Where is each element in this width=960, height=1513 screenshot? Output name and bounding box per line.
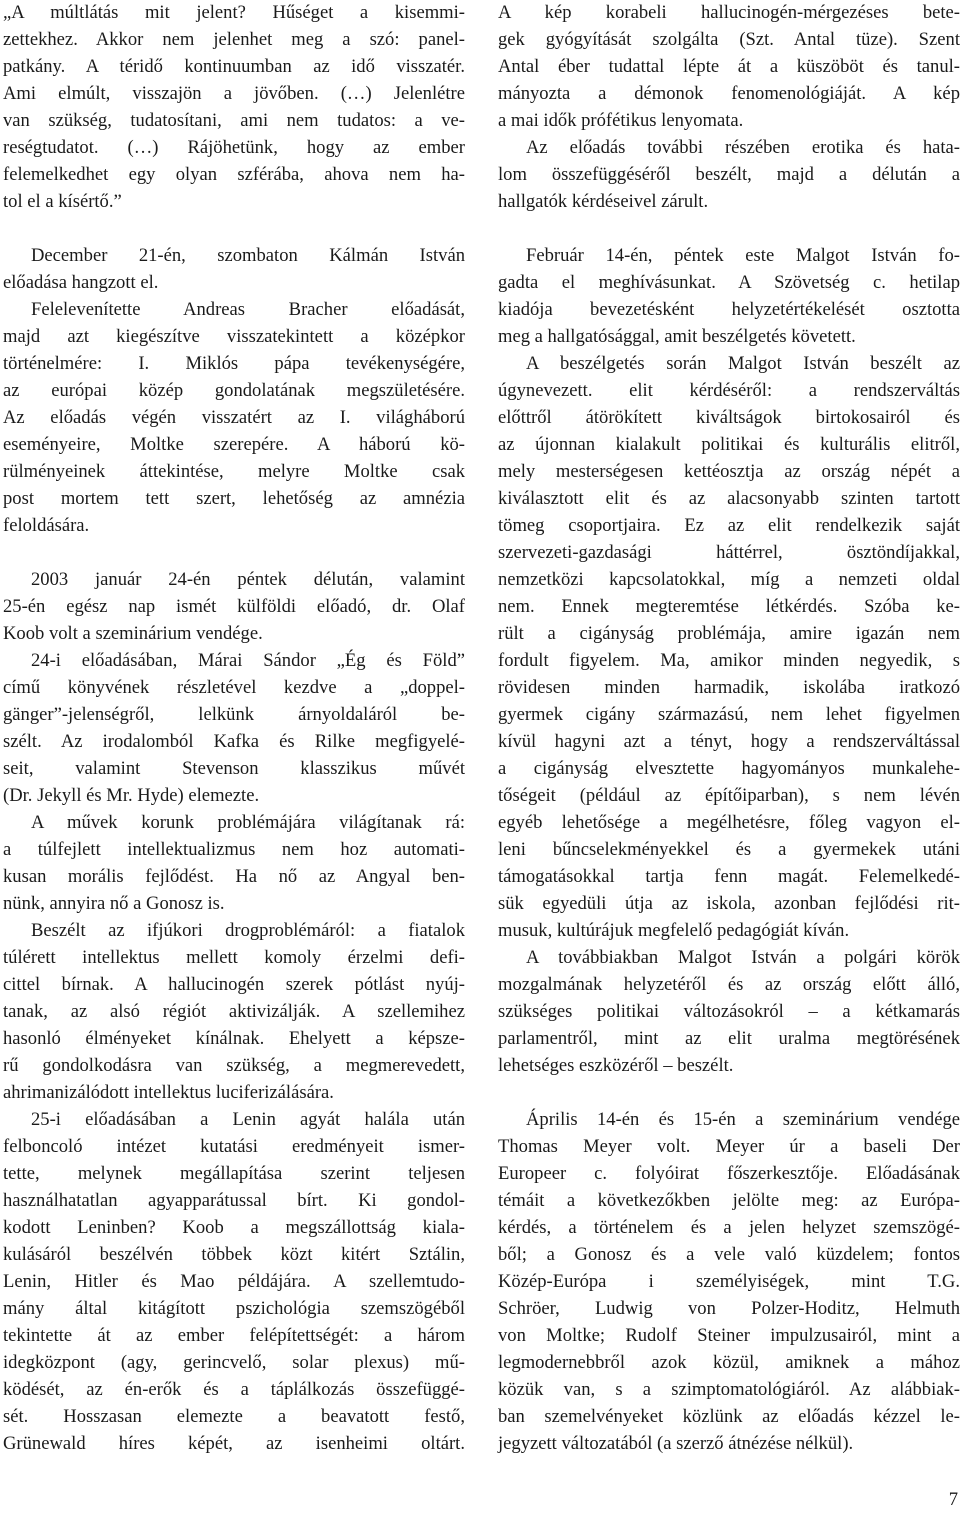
text-line: felemelkedhet egy olyan szférába, ahova nem ha- <box>3 164 465 185</box>
page-number: 7 <box>948 1489 958 1510</box>
text-line: nünk, annyira nő a Gonosz is. <box>3 893 225 914</box>
text-line: témáit a következőkben jelölte meg: az Európa- <box>498 1190 960 1211</box>
text-line: Thomas Meyer volt. Meyer úr a baseli Der <box>498 1136 960 1157</box>
text-line: Beszélt az ifjúkori drogproblémáról: a fiatalok <box>31 920 465 941</box>
text-line: gek gyógyítását szolgálta (Szt. Antal tüze). Szent <box>498 29 960 50</box>
text-line: A továbbiakban Malgot István a polgári körök <box>526 947 960 968</box>
text-line: zettekhez. Akkor nem jelenhet meg a szó: panel- <box>3 29 465 50</box>
text-line: használhatatlan agyapparátussal bírt. Ki gondol- <box>3 1190 465 1211</box>
text-line: kiadója bevezetésként helyzetértékelését osztotta <box>498 299 960 320</box>
text-line: sét. Hosszasan elemezte a beavatott festő, <box>3 1406 465 1427</box>
text-line: musuk, kultúrájuk megfelelő pedagógiát kíván. <box>498 920 850 941</box>
text-line: szélt. Az irodalomból Kafka és Rilke megfigyelé- <box>3 731 465 752</box>
text-line: A beszélgetés során Malgot István beszélt az <box>526 353 960 374</box>
text-line: a mai idők prófétikus lenyomata. <box>498 110 744 131</box>
text-line: Antal éber tudattal lépte át a küszöböt és tanul- <box>498 56 960 77</box>
text-line: szükséges politikai változásokról – a kétkamarás <box>498 1001 960 1022</box>
text-line: meg a hallgatósággal, amit beszélgetés követett. <box>498 326 856 347</box>
text-line: rövidesen minden harmadik, iskolába iratkozó <box>498 677 960 698</box>
text-line: idegközpont (agy, gerincvelő, solar plexus) mű- <box>3 1352 465 1373</box>
text-line: gadta el meghívásunkat. A Szövetség c. hetilap <box>498 272 960 293</box>
text-line: kívül hagyni azt a tényt, hogy a rendszerváltással <box>498 731 960 752</box>
text-line: reségtudatot. (…) Rájöhetünk, hogy az ember <box>3 137 465 158</box>
text-line: lehetséges eszközéről – beszélt. <box>498 1055 734 1076</box>
text-line: kodott Leninben? Koob a megszállottság kiala- <box>3 1217 465 1238</box>
text-line: ahrimanizálódott intellektus luciferizálására. <box>3 1082 334 1103</box>
text-line: Ami elmúlt, visszajön a jövőben. (…) Jelenlétre <box>3 83 465 104</box>
text-line: van szükség, tudatosítani, ami nem tudatos: a ve- <box>3 110 465 131</box>
text-line: ban szemelvényeket közlünk az előadás kézzel le- <box>498 1406 960 1427</box>
text-line: Közép-Európa i személyiségek, mint T.G. <box>498 1271 960 1292</box>
text-line: Április 14-én és 15-én a szeminárium vendége <box>526 1109 960 1130</box>
text-line: von Moltke; Rudolf Steiner impulzusairól, mint a <box>498 1325 960 1346</box>
text-line: eseményeire, Moltke szerepére. A háború kö- <box>3 434 465 455</box>
text-line: túlérett intellektus mellett komoly érzelmi defi- <box>3 947 465 968</box>
text-line: gänger”-jelenségről, lelkünk árnyoldaláról be- <box>3 704 465 725</box>
text-line: lom összefüggéséről beszélt, majd a délután a <box>498 164 960 185</box>
text-line: a cigányság elvesztette hagyományos munkalehe- <box>498 758 960 779</box>
text-line: előttről átörökített kiváltságok birtokosairól és <box>498 407 960 428</box>
text-line: előadása hangzott el. <box>3 272 159 293</box>
text-line: Lenin, Hitler és Mao példájára. A szellemtudo- <box>3 1271 465 1292</box>
text-line: tömeg csoportjaira. Ez az elit rendelkezik saját <box>498 515 960 536</box>
text-line: mozgalmának helyzetéről és az ország előtt álló, <box>498 974 960 995</box>
text-line: feloldására. <box>3 515 90 536</box>
text-line: úgynevezett. elit kérdéséről: a rendszerváltás <box>498 380 960 401</box>
text-line: A kép korabeli hallucinogén-mérgezéses bete- <box>498 2 960 23</box>
text-line: című könyvének részletével kezdve a „doppel- <box>3 677 465 698</box>
text-line: Schröer, Ludwig von Polzer-Hoditz, Helmuth <box>498 1298 960 1319</box>
text-line: Felelevenítette Andreas Bracher előadását, <box>31 299 465 320</box>
text-line: kérdés, a történelem és a jelen helyzet szemszögé- <box>498 1217 960 1238</box>
text-line: gyermek cigány származású, nem lehet figyelmen <box>498 704 960 725</box>
text-line: nem. Ennek megteremtése létkérdés. Szóba ke- <box>498 596 960 617</box>
text-line: az európai közép gondolatának megszületésére. <box>3 380 465 401</box>
text-line: történelmére: I. Miklós pápa tevékenységére, <box>3 353 465 374</box>
text-line: jegyzett változatából (a szerző átnézése nélkül). <box>498 1433 854 1454</box>
text-line: sük egyedüli útja az iskola, azonban fejlődési rit- <box>498 893 960 914</box>
text-line: fordult figyelem. Ma, amikor minden negyedik, s <box>498 650 960 671</box>
text-line: post mortem tett szert, lehetőség az amnézia <box>3 488 465 509</box>
text-line: az újonnan kialakult politikai és kulturális elitről, <box>498 434 960 455</box>
text-line: felboncoló intézet kutatási eredményeit ismer- <box>3 1136 465 1157</box>
text-line: 25-i előadásában a Lenin agyát halála után <box>31 1109 465 1130</box>
text-line: seit, valamint Stevenson klasszikus művét <box>3 758 465 779</box>
text-line: mány által kitágított pszichológia szemszögéből <box>3 1298 465 1319</box>
text-line: mányozta a démonok fenomenológiáját. A kép <box>498 83 960 104</box>
text-line: támogatásokkal tartja fenn magát. Felemelkedé- <box>498 866 960 887</box>
text-line: Az előadás további részében erotika és hata- <box>526 137 960 158</box>
text-line: ből; a Gonosz és a vele való küzdelem; fontos <box>498 1244 960 1265</box>
text-line: cittel bírnak. A hallucinogén szerek pótlást nyúj- <box>3 974 465 995</box>
text-line: Február 14-én, péntek este Malgot István fo- <box>526 245 960 266</box>
text-line: 24-i előadásában, Márai Sándor „Ég és Föld” <box>31 650 465 671</box>
text-line: rült a cigányság problémája, amire igazán nem <box>498 623 960 644</box>
text-line: legmodernebbről azok közül, amiknek a mához <box>498 1352 960 1373</box>
text-line: tekintette át az ember felépítettségét: a három <box>3 1325 465 1346</box>
text-line: 25-én egész nap ismét külföldi előadó, dr. Olaf <box>3 596 465 617</box>
text-line: kusan morális fejlődést. Ha nő az Angyal ben- <box>3 866 465 887</box>
text-line: Europeer c. folyóirat főszerkesztője. Előadásának <box>498 1163 960 1184</box>
text-line: egyéb lehetősége a megélhetésre, főleg vagyon el- <box>498 812 960 833</box>
text-line: 2003 január 24-én péntek délután, valamint <box>31 569 465 590</box>
text-line: a túlfejlett intellektualizmus nem hoz automati- <box>3 839 465 860</box>
text-line: ködését, az én-erők és a táplálkozás összefüggé- <box>3 1379 465 1400</box>
text-line: leni bűncselekményekkel és a gyermekek utáni <box>498 839 960 860</box>
text-line: (Dr. Jekyll és Mr. Hyde) elemezte. <box>3 785 260 806</box>
text-line: rülményeinek áttekintése, melyre Moltke csak <box>3 461 465 482</box>
text-line: Grünewald híres képét, az isenheimi oltárt. <box>3 1433 465 1454</box>
text-line: kulásáról beszélvén többek közt kitért Sztálin, <box>3 1244 465 1265</box>
text-line: December 21-én, szombaton Kálmán István <box>31 245 465 266</box>
text-line: hallgatók kérdéseivel zárult. <box>498 191 709 212</box>
text-line: közük van, s a szimptomatológiáról. Az alábbiak- <box>498 1379 960 1400</box>
text-line: tanak, az alsó régiót aktivizálják. A szellemihez <box>3 1001 465 1022</box>
text-line: szervezeti-gazdasági háttérrel, ösztöndíjakkal, <box>498 542 960 563</box>
text-line: nemzetközi kapcsolatokkal, míg a nemzeti oldal <box>498 569 960 590</box>
text-line: mely mesterségesen kettéosztja az ország népét a <box>498 461 960 482</box>
text-line: kiválasztott elit és az alacsonyabb szinten tartott <box>498 488 960 509</box>
text-line: patkány. A téridő kontinuumban az idő visszatér. <box>3 56 465 77</box>
text-line: majd azt kiegészítve visszatekintett a középkor <box>3 326 465 347</box>
text-line: Az előadás végén visszatért az I. világháború <box>3 407 465 428</box>
text-line: Koob volt a szeminárium vendége. <box>3 623 263 644</box>
text-line: tette, melynek megállapítása szerint teljesen <box>3 1163 465 1184</box>
text-line: tol el a kísértő.” <box>3 191 122 212</box>
text-line: rű gondolkodásra van szükség, a megmerevedett, <box>3 1055 465 1076</box>
text-line: tőségeit (például az építőiparban), s nem lévén <box>498 785 960 806</box>
text-line: A művek korunk problémájára világítanak rá: <box>31 812 465 833</box>
text-line: parlamentről, mint az elit uralma megtörésének <box>498 1028 960 1049</box>
text-line: „A múltlátás mit jelent? Hűséget a kisemmi- <box>3 2 465 23</box>
text-line: hasonló élményeket kínálnak. Ehelyett a képsze- <box>3 1028 465 1049</box>
